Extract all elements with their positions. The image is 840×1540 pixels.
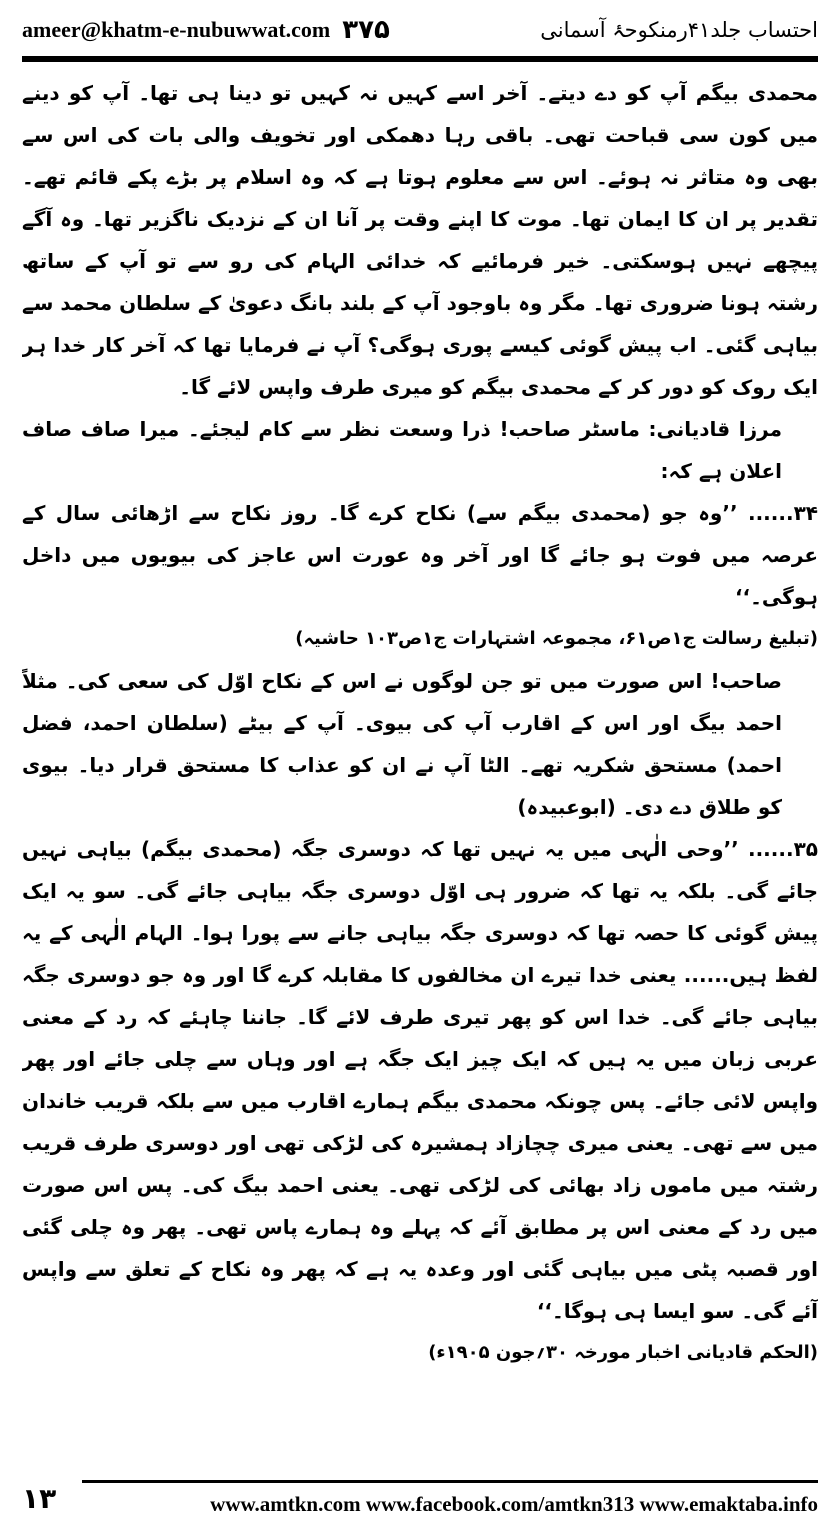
header-left: [22, 15, 390, 45]
page-footer: [22, 1478, 818, 1532]
citation: (تبلیغ رسالت ج۱ص۶۱، مجموعہ اشتہارات ج۱ص۱۰۳ حاشیہ): [295, 628, 818, 649]
page-number: ۳۷۵: [342, 15, 390, 45]
page-header: [22, 8, 818, 52]
footer-rule: [82, 1480, 818, 1483]
paragraph: مرزا قادیانی: ماسٹر صاحب! ذرا وسعت نظر سے کام لیجئے۔ میرا صاف صاف اعلان ہے کہ:: [22, 417, 782, 483]
book-title: احتساب جلد۴۱رمنکوحۂ آسمانی: [540, 18, 818, 42]
header-rule: [22, 56, 818, 62]
footer-links: www.amtkn.com www.facebook.com/amtkn313 www.emaktaba.info: [210, 1492, 818, 1516]
quote-paragraph: ۳۵...... ’’وحی الٰہی میں یہ نہیں تھا کہ دوسری جگہ (محمدی بیگم) بیاہی نہیں جائے گی۔ بلکہ یہ تھا کہ ضرور ہی اوّل دوسری جگہ بیاہی جائے گی۔ سو یہ ایک پیش گوئی کا حصہ تھا کہ دوسری جگہ بیاہی جانے سے پورا ہوا۔ الہام الٰہی کے یہ لفظ ہیں...... یعنی خدا تیرے ان مخالفوں کا مقابلہ کرے گا اور وہ جو دوسری جگہ بیاہی جائے گی۔ خدا اس کو پھر تیری طرف لائے گا۔ جاننا چاہئے کہ رد کے معنی عربی زبان میں یہ ہیں کہ ایک چیز ایک جگہ ہے اور وہاں سے چلی جائے اور پھر واپس لائی جائے۔ پس چونکہ محمدی بیگم ہمارے اقارب میں سے بلکہ قریب خاندان میں سے تھی۔ یعنی میری چچازاد ہمشیرہ کی لڑکی تھی اور دوسری طرف قریب رشتہ میں ماموں زاد بھائی کی لڑکی تھی۔ یعنی احمد بیگ کی۔ پس اس صورت میں رد کے معنی اس پر مطابق آئے کہ پہلے وہ ہمارے پاس تھی۔ پھر وہ چلی گئی اور قصبہ پٹی میں بیاہی گئی اور وعدہ یہ ہے کہ پھر وہ نکاح کے تعلق سے واپس آئے گی۔ سو ایسا ہی ہوگا۔‘‘: [22, 837, 818, 1323]
citation: (الحکم قادیانی اخبار مورخہ ۳۰؍جون ۱۹۰۵ء): [428, 1342, 818, 1363]
email-address: ameer@khatm-e-nubuwwat.com: [22, 17, 331, 42]
footer-page-number: ۱۳: [22, 1482, 57, 1515]
paragraph: صاحب! اس صورت میں تو جن لوگوں نے اس کے نکاح اوّل کی سعی کی۔ مثلاً احمد بیگ اور اس کے اقارب آپ کی بیوی۔ آپ کے بیٹے (سلطان احمد، فضل احمد) مستحق شکریہ تھے۔ الٹا آپ نے ان کو عذاب کا مستحق قرار دیا۔ بیوی کو طلاق دے دی۔ (ابوعبیدہ): [22, 669, 782, 819]
paragraph: محمدی بیگم آپ کو دے دیتے۔ آخر اسے کہیں نہ کہیں تو دینا ہی تھا۔ آپ کو دینے میں کون سی قباحت تھی۔ باقی رہا دھمکی اور تخویف والی بات کی اس سے بھی وہ متاثر نہ ہوئے۔ اس سے معلوم ہوتا ہے کہ وہ اسلام پر بڑے پکے قائم تھے۔ تقدیر پر ان کا ایمان تھا۔ موت کا اپنے وقت پر آنا ان کے نزدیک ناگزیر تھا۔ وہ آگے پیچھے نہیں ہوسکتی۔ خیر فرمائیے کہ خدائی الہام کی رو سے تو آپ کے ساتھ رشتہ ہونا ضروری تھا۔ مگر وہ باوجود آپ کے بلند بانگ دعویٰ کے سلطان محمد سے بیاہی گئی۔ اب پیش گوئی کیسے پوری ہوگی؟ آپ نے فرمایا تھا کہ آخر کار خدا ہر ایک روک کو دور کر کے محمدی بیگم کو میری طرف واپس لائے گا۔: [22, 81, 818, 399]
page-body: [22, 72, 818, 1470]
quote-paragraph: ۳۴...... ’’وہ جو (محمدی بیگم سے) نکاح کرے گا۔ روز نکاح سے اڑھائی سال کے عرصہ میں فوت ہو جائے گا اور آخر وہ عورت اس عاجز کی بیویوں میں داخل ہوگی۔‘‘: [22, 501, 818, 609]
